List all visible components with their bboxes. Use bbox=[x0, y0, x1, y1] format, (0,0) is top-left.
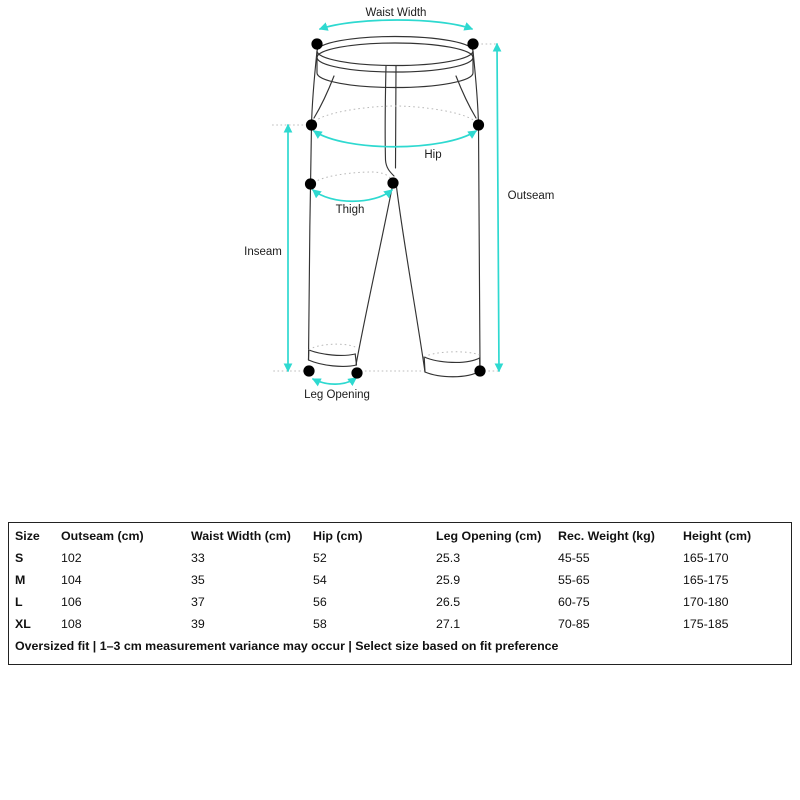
hip-arrow bbox=[314, 131, 476, 147]
waistband-bottom-edge bbox=[317, 51, 473, 88]
cell-hip: 58 bbox=[313, 617, 327, 631]
fly-left-line bbox=[385, 66, 394, 176]
dimension-arrows bbox=[288, 20, 499, 384]
cell-outseam: 106 bbox=[61, 595, 82, 609]
right-leg-outer bbox=[479, 125, 481, 366]
col-header-height: Height (cm) bbox=[683, 529, 752, 543]
label-waist-width: Waist Width bbox=[365, 7, 427, 20]
size-chart-grid bbox=[9, 523, 793, 635]
cell-hip: 54 bbox=[313, 573, 327, 587]
fly-right-line bbox=[396, 66, 397, 168]
pants-outline bbox=[309, 37, 481, 377]
cell-hip: 52 bbox=[313, 551, 327, 565]
cell-rec-weight: 55-65 bbox=[558, 573, 590, 587]
cell-size: S bbox=[15, 551, 24, 565]
cell-waist-width: 35 bbox=[191, 573, 205, 587]
table-row bbox=[9, 569, 793, 591]
cell-rec-weight: 60-75 bbox=[558, 595, 590, 609]
marker-hip-right bbox=[473, 119, 484, 130]
col-header-outseam: Outseam (cm) bbox=[61, 529, 144, 543]
cell-height: 175-185 bbox=[683, 617, 729, 631]
left-hem-guide-ellipse bbox=[309, 344, 355, 350]
cell-height: 170-180 bbox=[683, 595, 729, 609]
right-hem-left-edge bbox=[424, 357, 425, 372]
waist-width-arrow bbox=[320, 20, 472, 29]
cell-size: XL bbox=[15, 617, 31, 631]
cell-outseam: 108 bbox=[61, 617, 82, 631]
cell-leg-opening: 25.9 bbox=[436, 573, 461, 587]
hip-guide-ellipse bbox=[312, 106, 479, 125]
col-header-size: Size bbox=[15, 529, 40, 543]
right-hem-cuff-top bbox=[424, 357, 479, 362]
cell-height: 165-170 bbox=[683, 551, 729, 565]
left-leg-outer bbox=[309, 125, 312, 360]
cell-waist-width: 39 bbox=[191, 617, 205, 631]
outseam-arrow bbox=[497, 44, 499, 371]
right-pocket-curve bbox=[456, 76, 476, 118]
cell-height: 165-175 bbox=[683, 573, 729, 587]
cell-leg-opening: 25.3 bbox=[436, 551, 461, 565]
cell-leg-opening: 27.1 bbox=[436, 617, 461, 631]
label-inseam: Inseam bbox=[244, 246, 282, 258]
right-hem-cuff-bottom bbox=[425, 371, 480, 377]
guide-dotted-lines bbox=[309, 106, 480, 357]
col-header-hip: Hip (cm) bbox=[313, 529, 363, 543]
left-hem-cuff-bottom bbox=[309, 360, 357, 366]
waistband-inner-ellipse bbox=[317, 43, 473, 72]
label-leg-opening: Leg Opening bbox=[304, 389, 370, 401]
label-thigh: Thigh bbox=[335, 204, 365, 216]
waistband-top-ellipse bbox=[317, 37, 473, 66]
cell-size: L bbox=[15, 595, 23, 609]
table-header-row bbox=[9, 523, 793, 547]
table-header bbox=[9, 523, 793, 547]
col-header-rec-weight: Rec. Weight (kg) bbox=[558, 529, 655, 543]
marker-hem-left bbox=[303, 365, 314, 376]
cell-rec-weight: 45-55 bbox=[558, 551, 590, 565]
marker-hip-left bbox=[306, 119, 317, 130]
left-pocket-curve bbox=[314, 76, 334, 118]
table-row bbox=[9, 613, 793, 635]
right-leg-inner bbox=[396, 183, 425, 372]
cell-waist-width: 33 bbox=[191, 551, 205, 565]
marker-waist-left bbox=[311, 38, 322, 49]
table-body bbox=[9, 547, 793, 635]
size-chart-table bbox=[8, 522, 792, 665]
marker-thigh-right bbox=[387, 177, 398, 188]
left-hem-cuff-top bbox=[309, 350, 355, 355]
marker-hem-right bbox=[474, 365, 485, 376]
measurement-point-markers bbox=[303, 38, 485, 378]
table-footnote: Oversized fit | 1–3 cm measurement variance may occur | Select size based on fit preference bbox=[15, 639, 559, 653]
table-row bbox=[9, 547, 793, 569]
marker-hem-mid bbox=[351, 367, 362, 378]
cell-outseam: 104 bbox=[61, 573, 82, 587]
label-outseam: Outseam bbox=[507, 190, 555, 202]
marker-waist-right bbox=[467, 38, 478, 49]
thigh-guide-ellipse bbox=[311, 172, 394, 186]
leg-opening-arrow bbox=[313, 378, 356, 384]
cell-size: M bbox=[15, 573, 26, 587]
marker-thigh-left bbox=[305, 178, 316, 189]
thigh-arrow bbox=[313, 190, 392, 201]
cell-outseam: 102 bbox=[61, 551, 82, 565]
label-hip: Hip bbox=[424, 149, 442, 161]
col-header-waist-width: Waist Width (cm) bbox=[191, 529, 291, 543]
table-row bbox=[9, 591, 793, 613]
cell-leg-opening: 26.5 bbox=[436, 595, 461, 609]
right-hem-guide-ellipse bbox=[424, 352, 479, 357]
cell-rec-weight: 70-85 bbox=[558, 617, 590, 631]
cell-hip: 56 bbox=[313, 595, 327, 609]
left-hem-right-edge bbox=[355, 354, 356, 365]
cell-waist-width: 37 bbox=[191, 595, 205, 609]
col-header-leg-opening: Leg Opening (cm) bbox=[436, 529, 542, 543]
